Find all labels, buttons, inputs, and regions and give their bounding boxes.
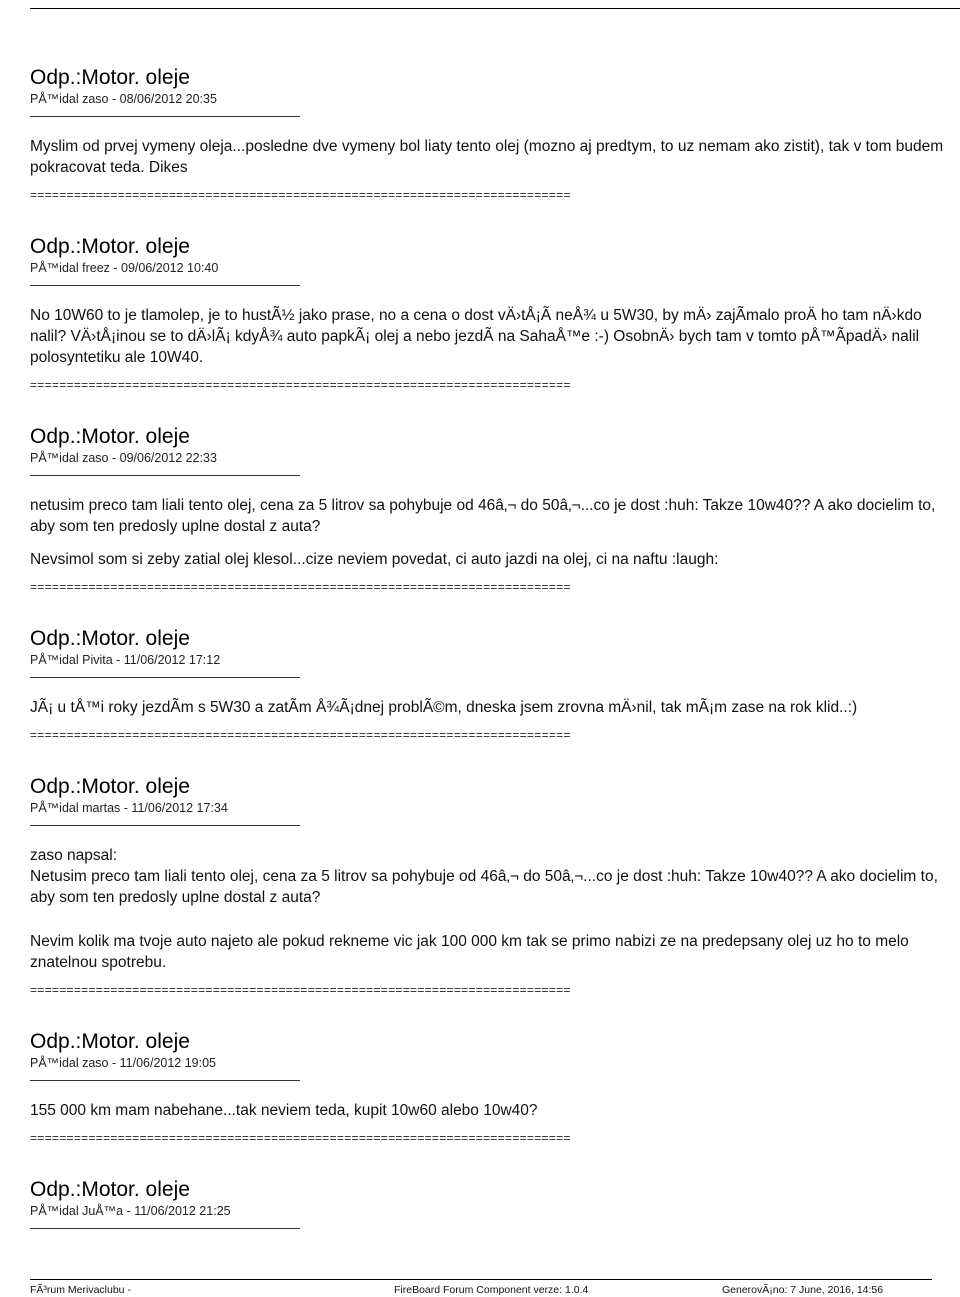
post-body-paragraph: 155 000 km mam nabehane...tak neviem teda, kupit 10w60 alebo 10w40? bbox=[30, 1102, 538, 1119]
meta-rule bbox=[30, 677, 300, 678]
post-body-paragraph: JÃ¡ u tÅ™i roky jezdÃm s 5W30 a zatÃm Å¾Ã¡dnej problÃ©m, dneska jsem zrovna mÄ›nil, tak mÃ¡m zase na rok klid..:) bbox=[30, 699, 858, 716]
forum-post bbox=[30, 627, 960, 775]
forum-post bbox=[30, 1178, 960, 1229]
post-title: Odp.:Motor. oleje bbox=[30, 66, 190, 89]
post-separator: ========================================================================== bbox=[30, 580, 571, 594]
post-body-paragraph: Nevim kolik ma tvoje auto najeto ale pokud rekneme vic jak 100 000 km tak se primo nabizi ze na predepsany olej uz ho to melo znatelnou spotrebu. bbox=[30, 933, 914, 971]
post-title: Odp.:Motor. oleje bbox=[30, 425, 190, 448]
page-footer bbox=[30, 1279, 932, 1297]
post-gap bbox=[30, 594, 960, 627]
post-meta: PÅ™idal martas - 11/06/2012 17:34 bbox=[30, 801, 228, 815]
footer-forum-name: FÃ³rum Merivaclubu - bbox=[30, 1284, 131, 1296]
forum-post bbox=[30, 66, 960, 235]
footer-generated-date: GenerovÃ¡no: 7 June, 2016, 14:56 bbox=[722, 1284, 884, 1296]
forum-post bbox=[30, 775, 960, 1030]
post-separator: ========================================================================== bbox=[30, 378, 571, 392]
post-body-paragraph: zaso napsal: Netusim preco tam liali tento olej, cena za 5 litrov sa pohybuje od 46â‚¬ do 50â‚¬...co je dost :huh: Takze 10w40?? A ako docielim to, aby som ten predosly uplne dostal z auta? bbox=[30, 847, 938, 906]
post-separator: ========================================================================== bbox=[30, 728, 571, 742]
footer-component-version: FireBoard Forum Component verze: 1.0.4 bbox=[394, 1284, 589, 1296]
post-meta: PÅ™idal zaso - 08/06/2012 20:35 bbox=[30, 92, 217, 106]
post-meta: PÅ™idal zaso - 11/06/2012 19:05 bbox=[30, 1056, 217, 1070]
forum-post bbox=[30, 1030, 960, 1178]
post-meta: PÅ™idal Pivita - 11/06/2012 17:12 bbox=[30, 653, 221, 667]
post-gap bbox=[30, 1145, 960, 1178]
post-gap bbox=[30, 997, 960, 1030]
post-title: Odp.:Motor. oleje bbox=[30, 627, 190, 650]
post-meta: PÅ™idal zaso - 09/06/2012 22:33 bbox=[30, 451, 217, 465]
post-body-paragraph: netusim preco tam liali tento olej, cena za 5 litrov sa pohybuje od 46â‚¬ do 50â‚¬...co je dost :huh: Takze 10w40?? A ako docielim to, aby som ten predosly uplne dostal z auta? bbox=[30, 497, 940, 535]
post-gap bbox=[30, 742, 960, 775]
post-meta: PÅ™idal freez - 09/06/2012 10:40 bbox=[30, 261, 219, 275]
post-title: Odp.:Motor. oleje bbox=[30, 235, 190, 258]
post-separator: ========================================================================== bbox=[30, 188, 571, 202]
forum-post bbox=[30, 235, 960, 425]
post-title: Odp.:Motor. oleje bbox=[30, 1178, 190, 1201]
meta-rule bbox=[30, 116, 300, 117]
post-title: Odp.:Motor. oleje bbox=[30, 1030, 190, 1053]
post-gap bbox=[30, 202, 960, 235]
post-meta: PÅ™idal JuÅ™a - 11/06/2012 21:25 bbox=[30, 1204, 231, 1218]
forum-post bbox=[30, 425, 960, 627]
post-title: Odp.:Motor. oleje bbox=[30, 775, 190, 798]
meta-rule bbox=[30, 285, 300, 286]
post-separator: ========================================================================== bbox=[30, 1131, 571, 1145]
meta-rule bbox=[30, 475, 300, 476]
post-body-paragraph: Myslim od prvej vymeny oleja...posledne dve vymeny bol liaty tento olej (mozno aj predtym, to uz nemam ako zistit), tak v tom budem pokracovat teda. Dikes bbox=[30, 138, 948, 176]
top-rule bbox=[30, 8, 960, 9]
post-separator: ========================================================================== bbox=[30, 983, 571, 997]
post-list bbox=[30, 66, 960, 1229]
post-gap bbox=[30, 392, 960, 425]
post-body-paragraph: Nevsimol som si zeby zatial olej klesol...cize neviem povedat, ci auto jazdi na olej, ci na naftu :laugh: bbox=[30, 551, 719, 568]
meta-rule bbox=[30, 1080, 300, 1081]
meta-rule bbox=[30, 1228, 300, 1229]
post-body-paragraph: No 10W60 to je tlamolep, je to hustÃ½ jako prase, no a cena o dost vÄ›tÅ¡Ã neÅ¾ u 5W30, by mÄ› zajÃmalo proÄ ho tam nÄ›kdo nalil? VÄ›tÅ¡inou se to dÄ›lÃ¡ kdyÅ¾ auto papkÃ¡ olej a nebo jezdÃ na SahaÅ™e :-) OsobnÄ› bych tam v tomto pÅ™ÃpadÄ› nalil polosyntetiku ale 10W40. bbox=[30, 307, 922, 366]
meta-rule bbox=[30, 825, 300, 826]
